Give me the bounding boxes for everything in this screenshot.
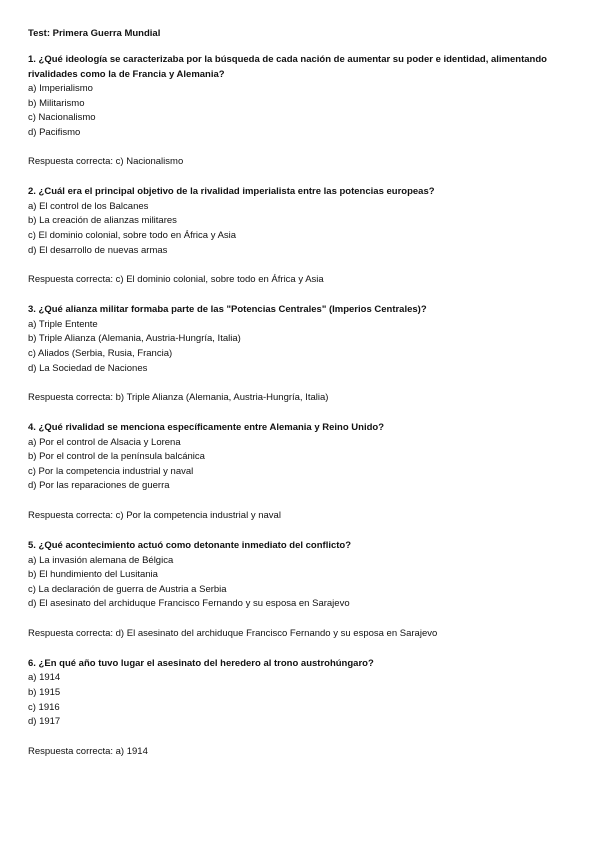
option-c: c) Nacionalismo [28, 112, 96, 124]
option-a: a) Imperialismo [28, 83, 93, 94]
option-d: d) El asesinato del archiduque Francisco Fernando y su esposa en Sarajevo [28, 598, 350, 610]
option-c: c) Aliados (Serbia, Rusia, Francia) [28, 347, 173, 359]
document-title: Test: Primera Guerra Mundial [28, 28, 161, 39]
option-c: c) Por la competencia industrial y naval [28, 465, 194, 477]
correct-answer: Respuesta correcta: d) El asesinato del archiduque Francisco Fernando y su esposa en Sarajevo [28, 627, 438, 639]
option-a: a) Triple Entente [28, 318, 98, 330]
document-page [28, 27, 576, 775]
option-a: a) Por el control de Alsacia y Lorena [28, 436, 181, 448]
question-4 [28, 421, 576, 523]
question-text: 6. ¿En qué año tuvo lugar el asesinato del heredero al trono austrohúngaro? [28, 657, 374, 669]
option-b: b) Por el control de la península balcánica [28, 451, 205, 463]
option-a: a) La invasión alemana de Bélgica [28, 554, 174, 566]
option-c: c) El dominio colonial, sobre todo en África y Asia [28, 230, 237, 242]
option-b: b) La creación de alianzas militares [28, 215, 177, 227]
question-1 [28, 53, 576, 169]
option-d: d) Pacifismo [28, 126, 81, 138]
correct-answer: Respuesta correcta: b) Triple Alianza (Alemania, Austria-Hungría, Italia) [28, 392, 329, 404]
correct-answer: Respuesta correcta: a) 1914 [28, 745, 148, 757]
question-5 [28, 539, 576, 641]
question-text: 5. ¿Qué acontecimiento actuó como detonante inmediato del conflicto? [28, 540, 352, 551]
correct-answer: Respuesta correcta: c) El dominio colonial, sobre todo en África y Asia [28, 274, 324, 286]
question-text: 3. ¿Qué alianza militar formaba parte de las "Potencias Centrales" (Imperios Centrales)? [28, 304, 427, 316]
option-b: b) Triple Alianza (Alemania, Austria-Hungría, Italia) [28, 333, 241, 345]
option-a: a) 1914 [28, 672, 61, 684]
option-d: d) La Sociedad de Naciones [28, 362, 148, 374]
option-b: b) El hundimiento del Lusitania [28, 569, 158, 581]
question-text: 4. ¿Qué rivalidad se menciona específicamente entre Alemania y Reino Unido? [28, 422, 385, 434]
correct-answer: Respuesta correcta: c) Por la competencia industrial y naval [28, 510, 281, 521]
question-3 [28, 303, 576, 405]
option-c: c) La declaración de guerra de Austria a Serbia [28, 583, 227, 595]
option-b: b) Militarismo [28, 97, 85, 109]
option-a: a) El control de los Balcanes [28, 200, 149, 212]
option-d: d) El desarrollo de nuevas armas [28, 244, 168, 256]
question-6 [28, 657, 576, 759]
question-2 [28, 185, 576, 287]
question-text: 2. ¿Cuál era el principal objetivo de la rivalidad imperialista entre las potencias europeas? [28, 186, 435, 198]
option-d: d) 1917 [28, 716, 61, 728]
option-b: b) 1915 [28, 686, 61, 698]
option-d: d) Por las reparaciones de guerra [28, 480, 170, 492]
option-c: c) 1916 [28, 701, 60, 713]
question-text: 1. ¿Qué ideología se caracterizaba por la búsqueda de cada nación de aumentar su poder e identidad, alimentando rivalidades como la de Francia y Alemania? [28, 54, 547, 80]
correct-answer: Respuesta correcta: c) Nacionalismo [28, 156, 184, 168]
